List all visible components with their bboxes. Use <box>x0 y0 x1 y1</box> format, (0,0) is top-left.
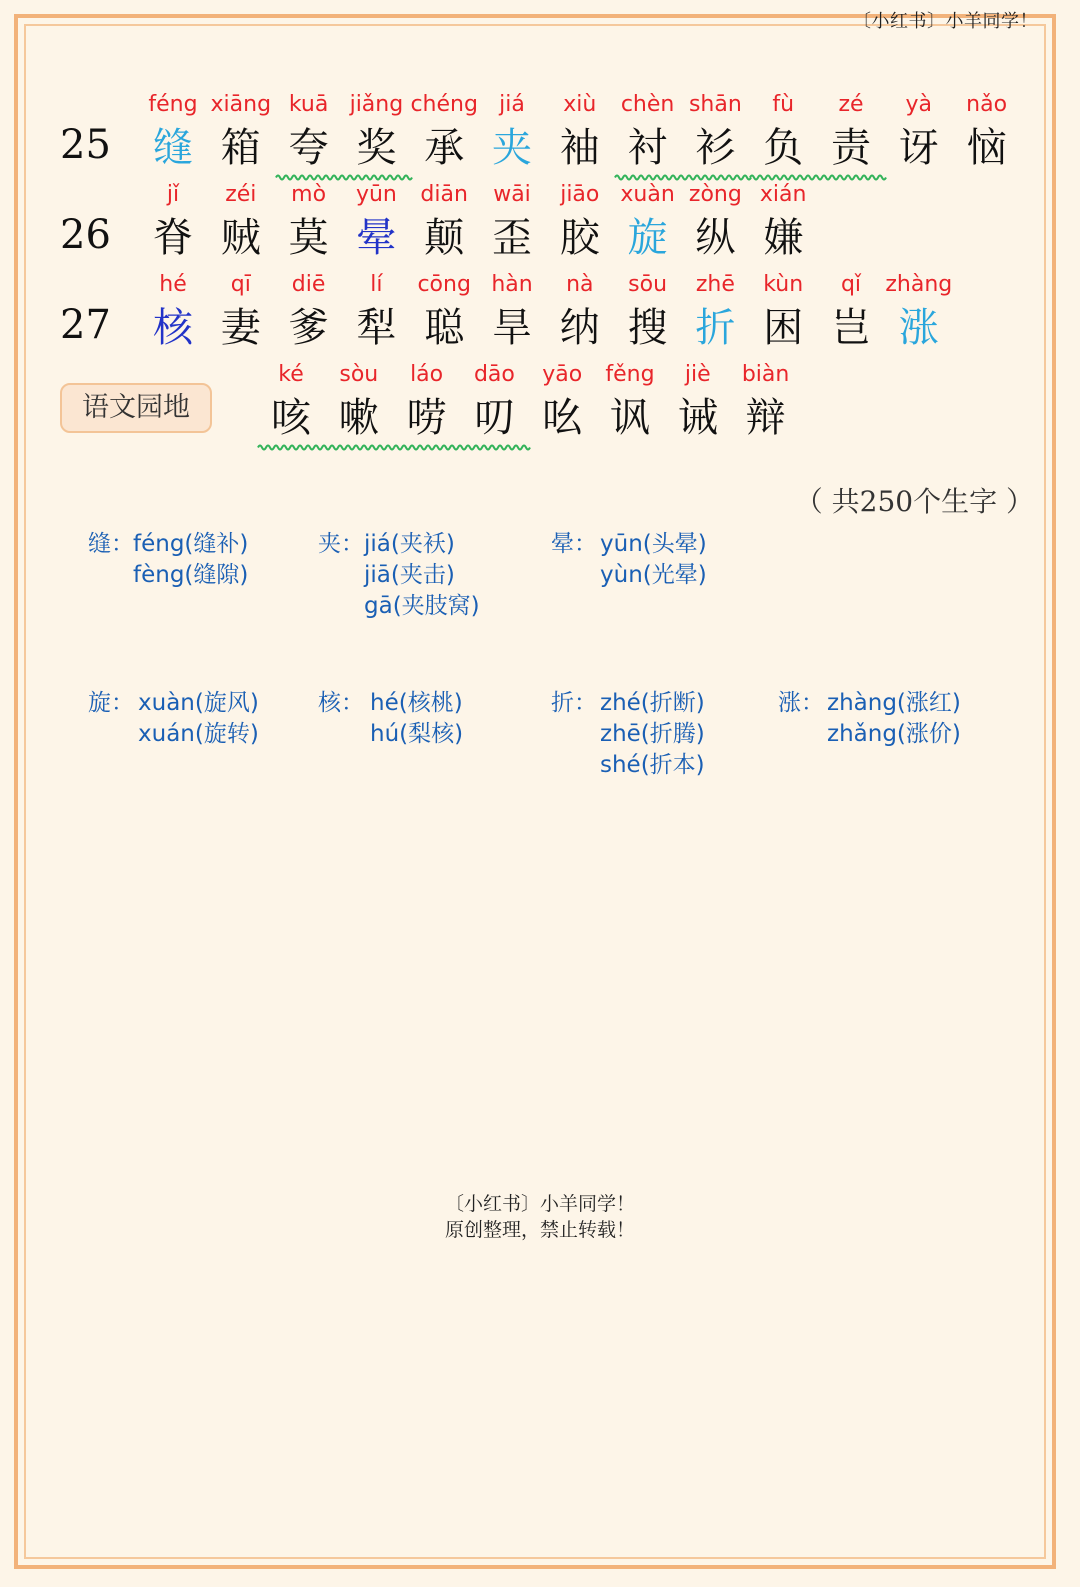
pinyin-label: zòng <box>688 182 742 207</box>
hanzi-character: 责 <box>831 125 871 171</box>
hanzi-character: 缝 <box>153 125 193 171</box>
hanzi-character: 夸 <box>288 125 329 171</box>
polyphone-reading: yùn(光晕) <box>600 562 707 588</box>
pinyin-label: zéi <box>225 182 257 207</box>
pinyin-label: xiù <box>563 92 597 117</box>
polyphone-char: 晕： <box>551 531 597 557</box>
pinyin-label: wāi <box>493 182 531 207</box>
hanzi-character: 颠 <box>424 215 465 261</box>
polyphone-reading: shé(折本) <box>600 752 705 778</box>
hanzi-character: 辩 <box>745 395 786 441</box>
watermark-top: 〔小红书〕小羊同学！ <box>853 11 1038 32</box>
pinyin-label: lí <box>370 272 383 297</box>
pinyin-label: qī <box>230 272 251 297</box>
polyphone-char: 夹： <box>318 531 364 557</box>
pinyin-label: zhē <box>695 272 735 297</box>
character-cell <box>731 362 801 452</box>
hanzi-character: 叨 <box>474 395 515 441</box>
pinyin-label: sōu <box>628 272 668 297</box>
polyphone-reading: zhǎng(涨价) <box>827 721 961 747</box>
lesson-number: 25 <box>60 122 111 168</box>
polyphone-char: 旋： <box>88 690 134 716</box>
polyphone-char: 核： <box>318 690 364 716</box>
polyphone-reading: féng(缝补) <box>133 531 249 557</box>
polyphone-readings <box>133 529 248 591</box>
polyphone-char: 折： <box>551 690 597 716</box>
pinyin-label: zhàng <box>885 272 953 297</box>
yuwen-yuandi-chip: 语文园地 <box>60 383 212 433</box>
hanzi-character: 衬 <box>627 125 668 171</box>
wavy-underline <box>276 173 410 182</box>
polyphone-readings <box>827 688 961 750</box>
hanzi-character: 箱 <box>220 125 261 171</box>
pinyin-label: jǐ <box>166 182 180 207</box>
hanzi-character: 旋 <box>627 215 668 261</box>
pinyin-label: yà <box>905 92 933 117</box>
footer-watermark <box>0 1191 1080 1243</box>
pinyin-label: xuàn <box>620 182 675 207</box>
polyphone-reading: zhàng(涨红) <box>827 690 961 716</box>
polyphone-reading: fèng(缝隙) <box>133 562 249 588</box>
pinyin-label: jiāo <box>560 182 600 207</box>
hanzi-character: 袖 <box>559 125 600 171</box>
pinyin-label: chèn <box>620 92 675 117</box>
pinyin-label: jiè <box>684 362 711 387</box>
hanzi-character: 涨 <box>898 305 939 351</box>
pinyin-label: cōng <box>417 272 471 297</box>
hanzi-character: 讶 <box>898 125 939 171</box>
polyphone-reading: xuàn(旋风) <box>138 690 259 716</box>
hanzi-character: 嗽 <box>338 395 379 441</box>
lesson-row <box>0 272 1080 362</box>
hanzi-character: 恼 <box>966 125 1007 171</box>
pinyin-label: yāo <box>542 362 583 387</box>
polyphone-readings <box>600 529 707 591</box>
hanzi-character: 诫 <box>677 395 718 441</box>
lesson-number: 26 <box>60 212 111 258</box>
hanzi-character: 咳 <box>271 395 311 441</box>
polyphone-readings <box>600 688 705 781</box>
pinyin-label: kùn <box>763 272 804 297</box>
hanzi-character: 折 <box>695 305 736 351</box>
pinyin-label: mò <box>291 182 327 207</box>
hanzi-character: 莫 <box>288 215 329 261</box>
lesson-row <box>0 182 1080 272</box>
wavy-underline <box>615 173 749 182</box>
hanzi-character: 吆 <box>542 395 583 441</box>
hanzi-character: 衫 <box>695 125 736 171</box>
footer-line-2: 原创整理，禁止转载！ <box>444 1219 635 1241</box>
hanzi-character: 妻 <box>220 305 261 351</box>
pinyin-label: zé <box>838 92 864 117</box>
polyphone-reading: jiā(夹击) <box>364 562 455 588</box>
hanzi-character: 晕 <box>356 215 397 261</box>
hanzi-character: 夹 <box>492 125 532 171</box>
polyphone-reading: hú(梨核) <box>370 721 464 747</box>
pinyin-label: kuā <box>288 92 329 117</box>
hanzi-character: 脊 <box>153 215 193 261</box>
character-cell <box>952 92 1022 182</box>
polyphone-char: 缝： <box>88 531 134 557</box>
wavy-underline <box>258 443 392 452</box>
polyphone-readings <box>138 688 259 750</box>
hanzi-character: 聪 <box>424 305 465 351</box>
pinyin-label: nà <box>566 272 594 297</box>
pinyin-label: sòu <box>339 362 379 387</box>
hanzi-character: 犁 <box>356 305 397 351</box>
lesson-number: 27 <box>60 302 111 348</box>
pinyin-label: biàn <box>741 362 790 387</box>
hanzi-character: 搜 <box>627 305 668 351</box>
polyphone-reading: zhē(折腾) <box>600 721 705 747</box>
polyphone-reading: yūn(头晕) <box>600 531 707 557</box>
hanzi-character: 奖 <box>356 125 397 171</box>
polyphone-reading: jiá(夹袄) <box>364 531 455 557</box>
pinyin-label: fù <box>772 92 795 117</box>
hanzi-character: 核 <box>153 305 193 351</box>
pinyin-label: diān <box>420 182 468 207</box>
pinyin-label: shān <box>688 92 742 117</box>
wavy-underline <box>750 173 884 182</box>
pinyin-label: fěng <box>605 362 655 387</box>
polyphone-readings <box>364 529 480 622</box>
hanzi-character: 唠 <box>406 395 447 441</box>
footer-line-1: 〔小红书〕小羊同学！ <box>444 1193 635 1215</box>
polyphone-reading: zhé(折断) <box>600 690 705 716</box>
hanzi-character: 贼 <box>220 215 261 261</box>
hanzi-character: 负 <box>763 125 804 171</box>
pinyin-label: ké <box>278 362 304 387</box>
wavy-underline <box>394 443 528 452</box>
character-cell <box>748 182 818 272</box>
pinyin-label: hàn <box>491 272 533 297</box>
polyphone-reading: xuán(旋转) <box>138 721 259 747</box>
hanzi-character: 纵 <box>695 215 736 261</box>
hanzi-character: 爹 <box>288 305 329 351</box>
hanzi-character: 岂 <box>831 305 871 351</box>
pinyin-label: xiāng <box>210 92 272 117</box>
hanzi-character: 嫌 <box>763 215 804 261</box>
lesson-row <box>0 92 1080 182</box>
pinyin-label: xián <box>759 182 807 207</box>
pinyin-label: yūn <box>355 182 397 207</box>
pinyin-label: chéng <box>410 92 478 117</box>
pinyin-label: jiá <box>499 92 525 117</box>
pinyin-label: dāo <box>473 362 515 387</box>
polyphone-char: 涨： <box>778 690 824 716</box>
pinyin-label: féng <box>148 92 198 117</box>
polyphone-readings <box>370 688 463 750</box>
polyphone-reading: gā(夹肢窝) <box>364 593 480 619</box>
hanzi-character: 讽 <box>610 395 650 441</box>
pinyin-label: diē <box>291 272 326 297</box>
hanzi-character: 胶 <box>559 215 600 261</box>
hanzi-character: 困 <box>763 305 804 351</box>
hanzi-character: 旱 <box>492 305 532 351</box>
polyphone-reading: hé(核桃) <box>370 690 463 716</box>
hanzi-character: 承 <box>424 125 465 171</box>
pinyin-label: láo <box>410 362 444 387</box>
hanzi-character: 歪 <box>492 215 532 261</box>
hanzi-character: 纳 <box>559 305 600 351</box>
pinyin-label: hé <box>159 272 187 297</box>
pinyin-label: jiǎng <box>349 92 404 117</box>
total-count: （ 共250个生字 ） <box>794 485 1034 518</box>
pinyin-label: nǎo <box>966 92 1008 117</box>
pinyin-label: qǐ <box>840 272 862 297</box>
character-cell <box>884 272 954 362</box>
